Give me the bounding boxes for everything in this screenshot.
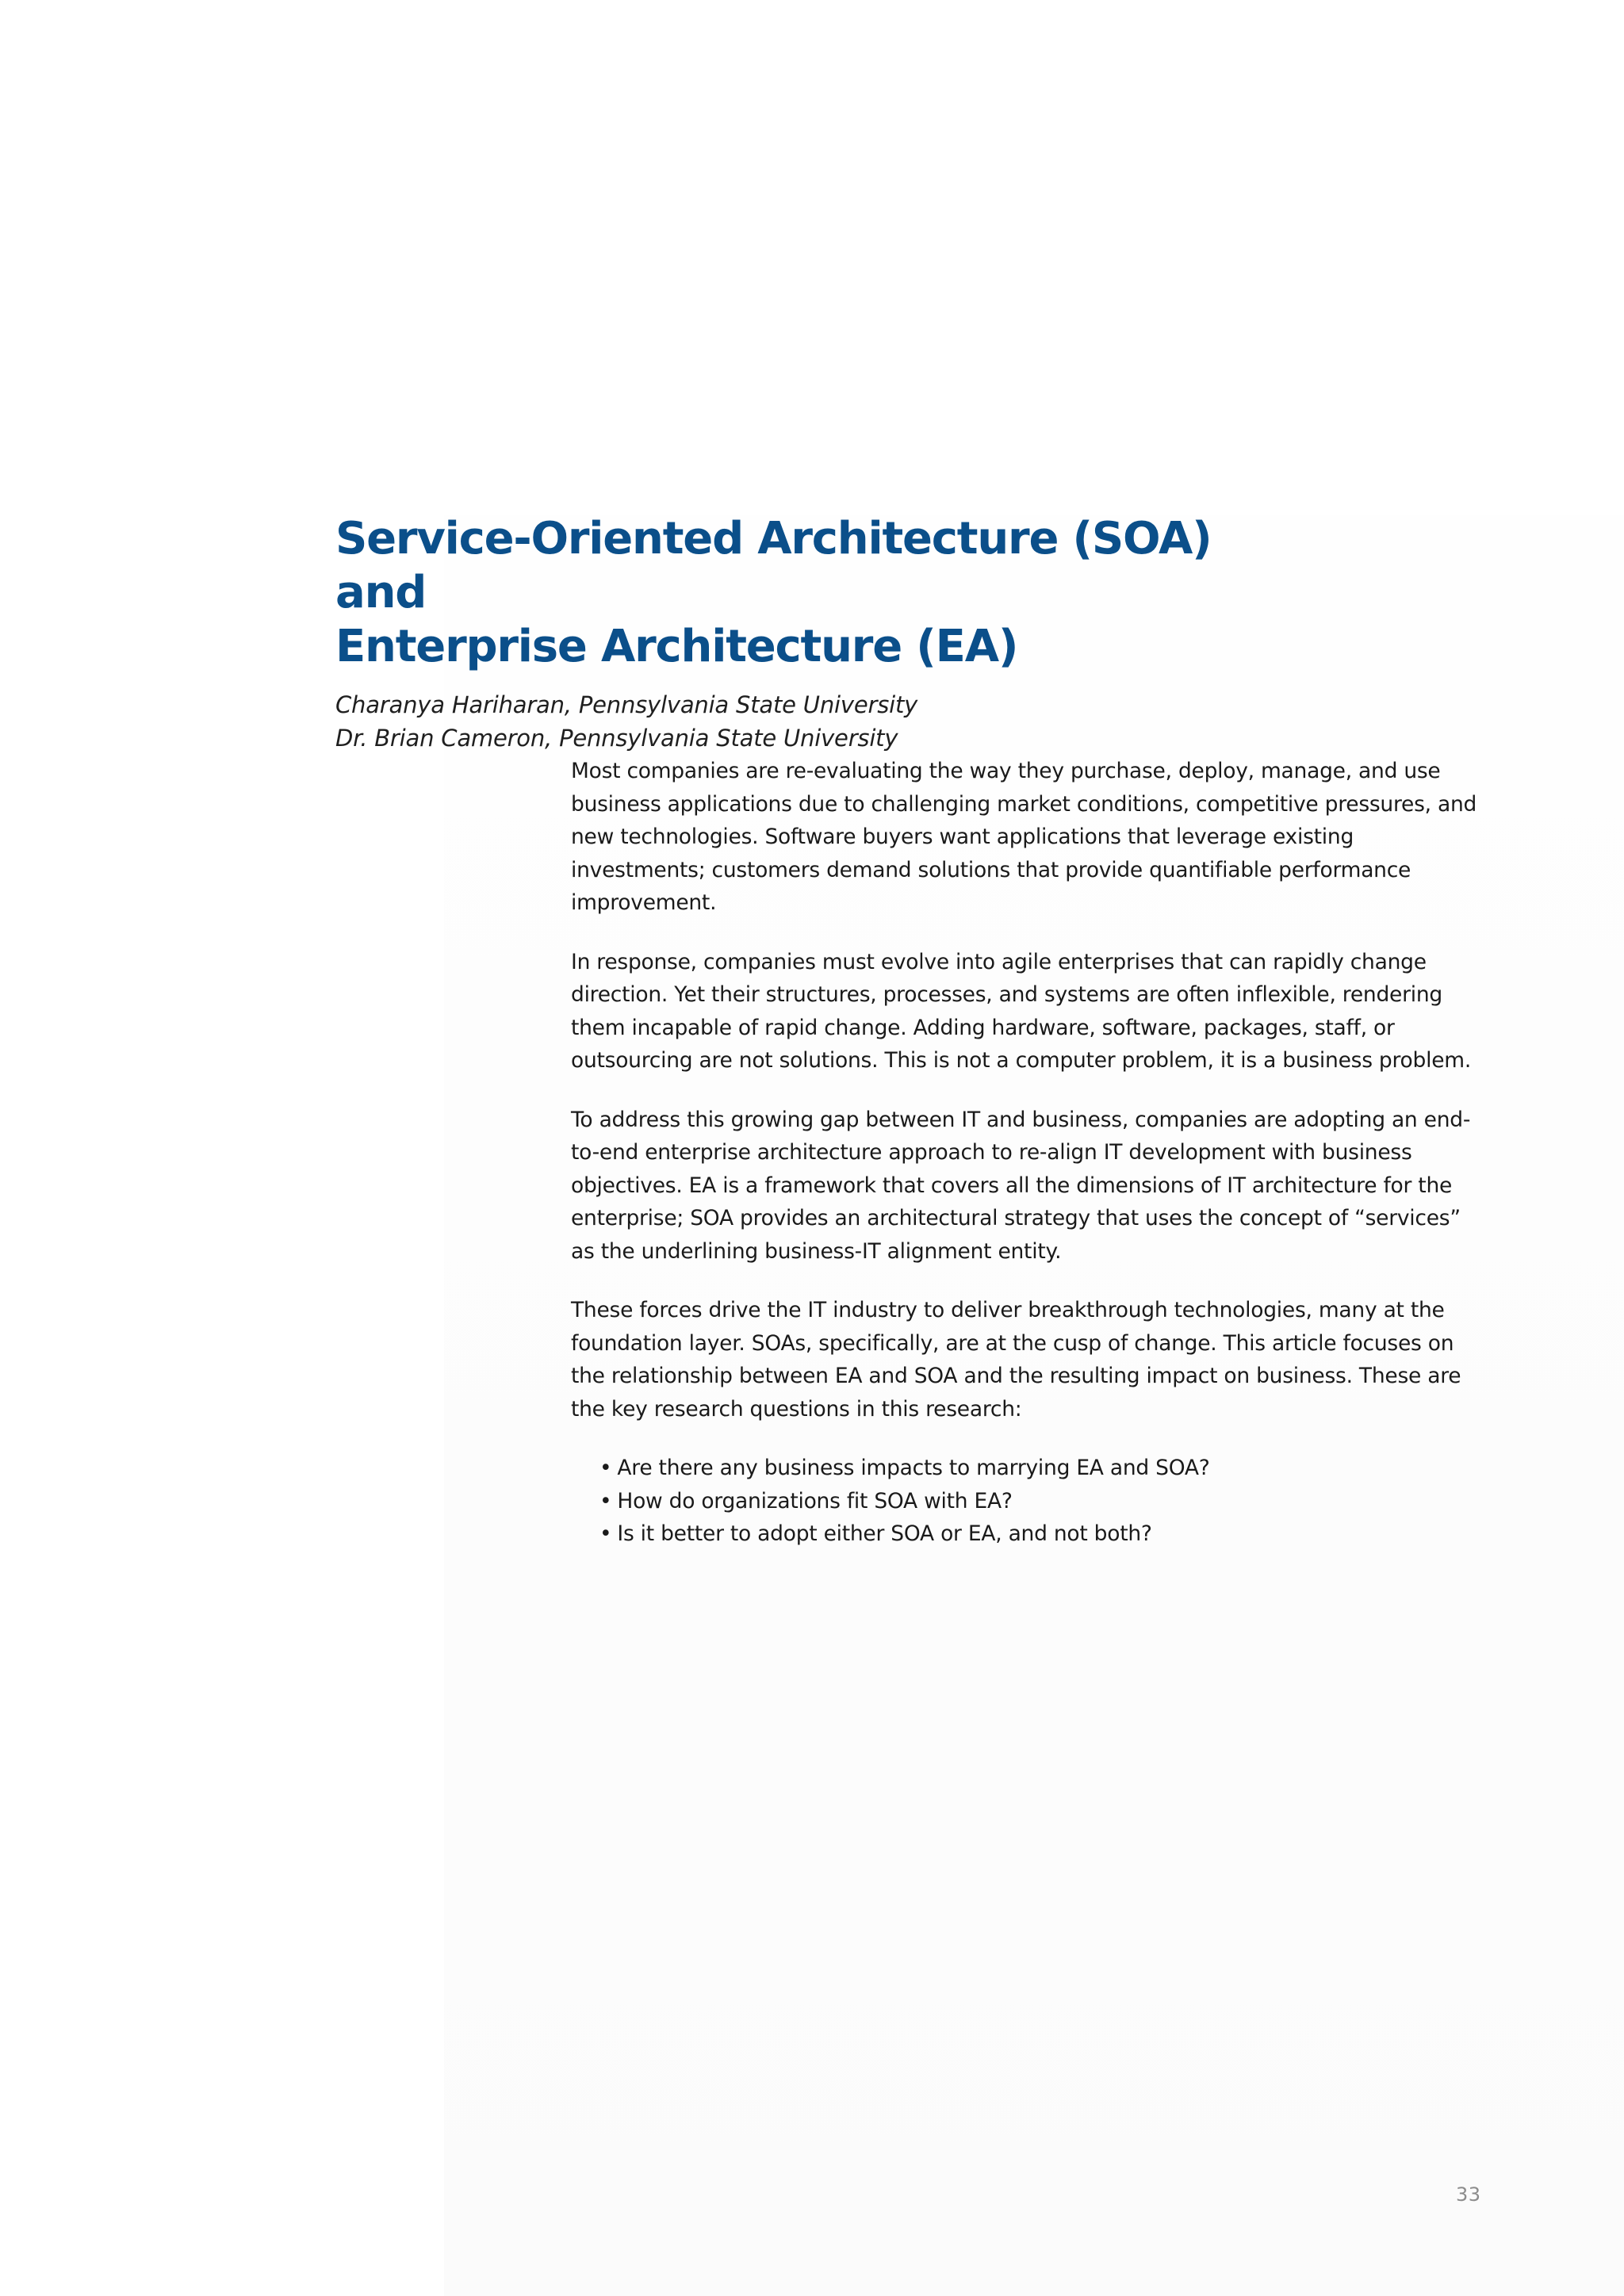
title-block xyxy=(335,512,1287,755)
list-item xyxy=(599,1517,1483,1551)
paragraph-3: To address this growing gap between IT and business, companies are adopting an end-to-end enterprise architecture approach to re-align IT development with business objectives. EA is a framework that covers all the dimensions of IT architecture for the enterprise; SOA provides an architectural strategy that uses the concept of “services” as the underlining business-IT alignment entity. xyxy=(571,1107,1471,1264)
bullet-icon: • xyxy=(599,1488,612,1513)
author-2: Dr. Brian Cameron, Pennsylvania State University xyxy=(335,725,898,752)
page-number: 33 xyxy=(1456,2183,1481,2206)
question-2: How do organizations fit SOA with EA? xyxy=(617,1488,1013,1513)
author-list xyxy=(335,688,1287,755)
list-item xyxy=(599,1485,1483,1518)
bullet-icon: • xyxy=(599,1456,612,1480)
article-title xyxy=(335,512,1287,674)
question-1: Are there any business impacts to marrying EA and SOA? xyxy=(617,1456,1210,1480)
title-line-2: Enterprise Architecture (EA) xyxy=(335,621,1018,672)
paragraph-1: Most companies are re-evaluating the way they purchase, deploy, manage, and use business applications due to challenging market conditions, competitive pressures, and new technologies. Software buyers want applications that leverage existing investments; customers demand solutions that provide quantifiable performance improvement. xyxy=(571,759,1477,915)
research-questions-list xyxy=(571,1452,1483,1551)
bullet-icon: • xyxy=(599,1521,612,1546)
list-item xyxy=(599,1452,1483,1485)
author-1: Charanya Hariharan, Pennsylvania State University xyxy=(335,691,918,718)
paragraph-4: These forces drive the IT industry to deliver breakthrough technologies, many at the foundation layer. SOAs, specifically, are at the cusp of change. This article focuses on the relationship between EA and SOA and the resulting impact on business. These are the key research questions in this research: xyxy=(571,1298,1461,1422)
title-line-1: Service-Oriented Architecture (SOA) and xyxy=(335,513,1212,618)
question-3: Is it better to adopt either SOA or EA, and not both? xyxy=(617,1521,1152,1546)
paragraph-2: In response, companies must evolve into agile enterprises that can rapidly change direction. Yet their structures, processes, and systems are often inflexible, rendering them incapable of rapid change. Adding hardware, software, packages, staff, or outsourcing are not solutions. This is not a computer problem, it is a business problem. xyxy=(571,949,1471,1073)
body-column xyxy=(571,755,1483,1551)
